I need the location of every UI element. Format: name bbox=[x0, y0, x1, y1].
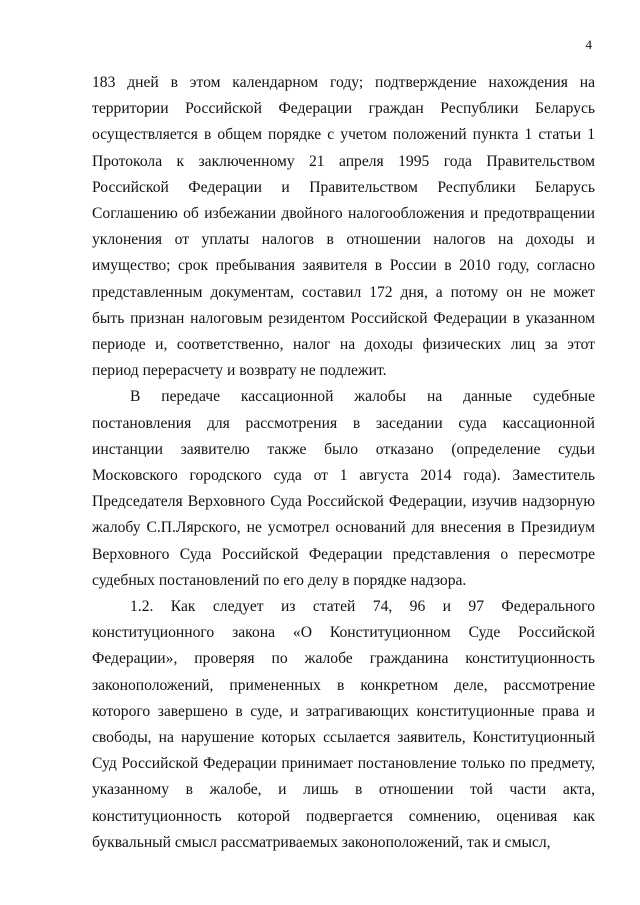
paragraph-continuation: 183 дней в этом календарном году; подтверждение нахождения на территории Российской Федерации граждан Республики Беларусь осуществляется в общем порядке с учетом положений пункта 1 статьи 1 Протокола к заключенному 21 апреля 1995 года Правительством Российской Федерации и Правительством Республики Беларусь Соглашению об избежании двойного налогообложения и предотвращении уклонения от уплаты налогов в отношении налогов на доходы и имущество; срок пребывания заявителя в России в 2010 году, согласно представленным документам, составил 172 дня, а потому он не может быть признан налоговым резидентом Российской Федерации в указанном периоде и, соответственно, налог на доходы физических лиц за этот период перерасчету и возврату не подлежит. bbox=[92, 74, 595, 380]
document-body bbox=[92, 70, 595, 856]
paragraph-section-1-2: 1.2. Как следует из статей 74, 96 и 97 Федерального конституционного закона «О Конституционном Суде Российской Федерации», проверяя по жалобе гражданина конституционность законоположений, примененных в конкретном деле, рассмотрение которого завершено в суде, и затрагивающих конституционные права и свободы, на нарушение которых ссылается заявитель, Конституционный Суд Российской Федерации принимает постановление только по предмету, указанному в жалобе, и лишь в отношении той части акта, конституционность которой подвергается сомнению, оценивая как буквальный смысл рассматриваемых законоположений, так и смысл, bbox=[92, 598, 595, 851]
paragraph-cassation: В передаче кассационной жалобы на данные судебные постановления для рассмотрения в заседании суда кассационной инстанции заявителю также было отказано (определение судьи Московского городского суда от 1 августа 2014 года). Заместитель Председателя Верховного Суда Российской Федерации, изучив надзорную жалобу С.П.Лярского, не усмотрел оснований для внесения в Президиум Верховного Суда Российской Федерации представления о пересмотре судебных постановлений по его делу в порядке надзора. bbox=[92, 388, 595, 589]
page-number: 4 bbox=[585, 37, 592, 52]
